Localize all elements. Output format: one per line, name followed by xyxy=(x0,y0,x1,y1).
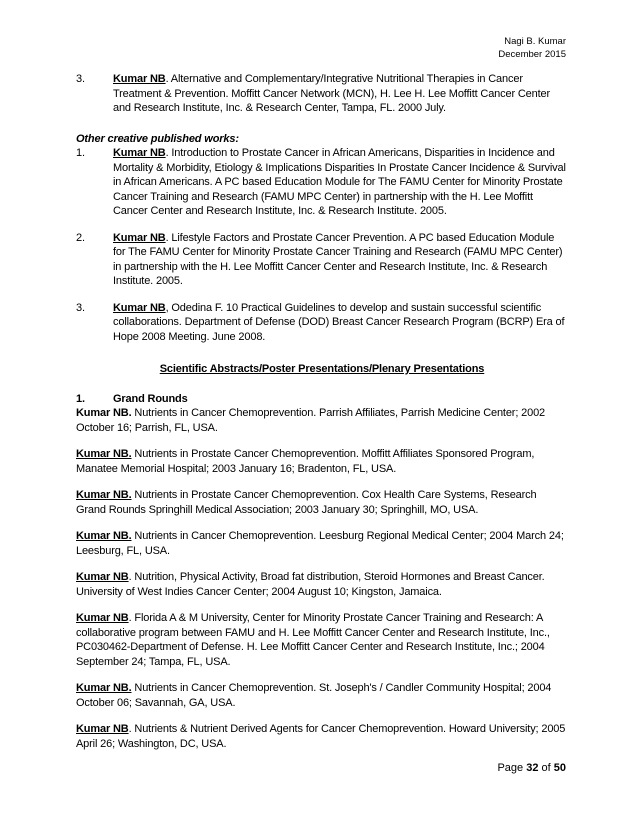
entry-text: Nutrients in Cancer Chemoprevention. Leesburg Regional Medical Center; 2004 March 24; Leesburg, FL, USA. xyxy=(76,530,564,557)
author-name: Kumar NB xyxy=(113,73,166,85)
item-text: Alternative and Complementary/Integrative Nutritional Therapies in Cancer Treatment & Prevention. Moffitt Cancer Network (MCN), H. Lee H. Lee Moffitt Cancer Center and Research Institute, Inc. & Research Center, Tampa, FL. 2000 July. xyxy=(113,73,551,114)
author-name: Kumar NB. xyxy=(76,682,132,694)
section-heading: Scientific Abstracts/Poster Presentations/Plenary Presentations xyxy=(159,363,485,375)
list-item: 2. Kumar NB. Lifestyle Factors and Prostate Cancer Prevention. A PC based Education Module for The FAMU Center for Minority Prostate Cancer Training and Research (FAMU MPC Center) in partnership with the H. Lee Moffitt Cancer Center and Research Institute, Inc. & Research Institute. 2005. xyxy=(76,231,563,287)
abstract-entry xyxy=(76,406,568,435)
abstract-entry xyxy=(76,529,568,558)
abstract-entry xyxy=(76,722,568,751)
abstract-entry xyxy=(76,611,568,669)
entry-text: . Florida A & M University, Center for Minority Prostate Cancer Training and Research: A collaborative program between FAMU and H. Lee Moffitt Cancer Center and Research Institute, Inc., PC030462-Department of Defense. H. Lee Moffitt Cancer Center and Research Institute, Inc.; 2004 September 24; Tampa, FL, USA. xyxy=(76,612,550,668)
subsection-label: Grand Rounds xyxy=(113,392,188,405)
abstract-entry xyxy=(76,488,568,517)
entry-text: Nutrients in Prostate Cancer Chemoprevention. Moffitt Affiliates Sponsored Program, Manatee Memorial Hospital; 2003 January 16; Bradenton, FL, USA. xyxy=(76,448,535,475)
author-name: Kumar NB. xyxy=(76,407,132,419)
author-name: Kumar NB. xyxy=(76,489,132,501)
page-label: Page xyxy=(497,762,527,774)
subsection-number: 1. xyxy=(76,392,85,405)
subsection-title xyxy=(76,392,568,407)
item-text: Lifestyle Factors and Prostate Cancer Prevention. A PC based Education Module for The FAMU Center for Minority Prostate Cancer Training and Research (FAMU MPC Center) in partnership with the H. Lee Moffitt Cancer Center and Research Institute, Inc. & Research Institute. 2005. xyxy=(113,231,563,287)
page-header xyxy=(498,35,566,61)
item-number: 1. xyxy=(76,147,85,159)
abstract-entry xyxy=(76,570,568,599)
item-text: Introduction to Prostate Cancer in African Americans, Disparities in Incidence and Mortality & Morbidity, Etiology & Implications Disparities In Prostate Cancer Incidence & Survival in African Americans. A PC based Education Module for The FAMU Center for Minority Prostate Cancer Training and Research (FAMU MPC Center) in partnership with the H. Lee Moffitt Cancer Center and Research Institute, Inc. & Research Institute. 2005. xyxy=(113,147,566,217)
abstract-entry xyxy=(76,447,568,476)
author-name: Kumar NB xyxy=(113,231,166,244)
author-name: Kumar NB xyxy=(113,147,166,159)
entry-text: Nutrients in Cancer Chemoprevention. Parrish Affiliates, Parrish Medicine Center; 2002 October 16; Parrish, FL, USA. xyxy=(76,407,546,434)
header-name: Nagi B. Kumar xyxy=(504,36,566,47)
list-item: 1. Kumar NB. Introduction to Prostate Cancer in African Americans, Disparities in Incidence and Mortality & Morbidity, Etiology & Implications Disparities In Prostate Cancer Incidence & Survival in African Americans. A PC based Education Module for The FAMU Center for Minority Prostate Cancer Training and Research (FAMU MPC Center) in partnership with the H. Lee Moffitt Cancer Center and Research Institute, Inc. & Research Institute. 2005. xyxy=(76,147,566,217)
entry-text: Nutrients in Prostate Cancer Chemoprevention. Cox Health Care Systems, Research Grand Rounds Springhill Medical Association; 2003 January 30; Springhill, MO, USA. xyxy=(76,489,537,516)
section-title: Other creative published works: xyxy=(76,132,239,145)
entry-text: Nutrients in Cancer Chemoprevention. St. Joseph's / Candler Community Hospital; 2004 October 06; Savannah, GA, USA. xyxy=(76,682,552,709)
author-name: Kumar NB. xyxy=(76,530,132,542)
item-number: 2. xyxy=(76,231,85,244)
item-number: 3. xyxy=(76,73,85,85)
header-date: December 2015 xyxy=(498,49,566,60)
abstract-entry xyxy=(76,681,568,710)
page-number: 32 xyxy=(526,762,539,774)
item-number: 3. xyxy=(76,301,85,314)
author-name: Kumar NB xyxy=(76,571,129,583)
document-body xyxy=(76,72,568,751)
item-text: Odedina F. 10 Practical Guidelines to develop and sustain successful scientific collaborations. Department of Defense (DOD) Breast Cancer Research Program (BCRP) Era of Hope 2008 Meeting. June 2008. xyxy=(113,301,565,343)
author-name: Kumar NB. xyxy=(76,448,132,460)
page-total: 50 xyxy=(553,762,566,774)
list-item: 3. Kumar NB, Odedina F. 10 Practical Guidelines to develop and sustain successful scientific collaborations. Department of Defense (DOD) Breast Cancer Research Program (BCRP) Era of Hope 2008 Meeting. June 2008. xyxy=(76,301,565,343)
page-footer xyxy=(497,762,566,774)
page-of: of xyxy=(538,762,554,774)
author-name: Kumar NB xyxy=(76,612,129,624)
author-name: Kumar NB xyxy=(76,723,129,735)
author-name: Kumar NB xyxy=(113,301,166,314)
list-item: 3. Kumar NB. Alternative and Complementary/Integrative Nutritional Therapies in Cancer Treatment & Prevention. Moffitt Cancer Network (MCN), H. Lee H. Lee Moffitt Cancer Center and Research Institute, Inc. & Research Center, Tampa, FL. 2000 July. xyxy=(76,73,551,114)
entry-text: . Nutrition, Physical Activity, Broad fat distribution, Steroid Hormones and Breast Cancer. University of West Indies Cancer Center; 2004 August 10; Kingston, Jamaica. xyxy=(76,571,545,598)
entry-text: . Nutrients & Nutrient Derived Agents for Cancer Chemoprevention. Howard University; 2005 April 26; Washington, DC, USA. xyxy=(76,723,566,750)
